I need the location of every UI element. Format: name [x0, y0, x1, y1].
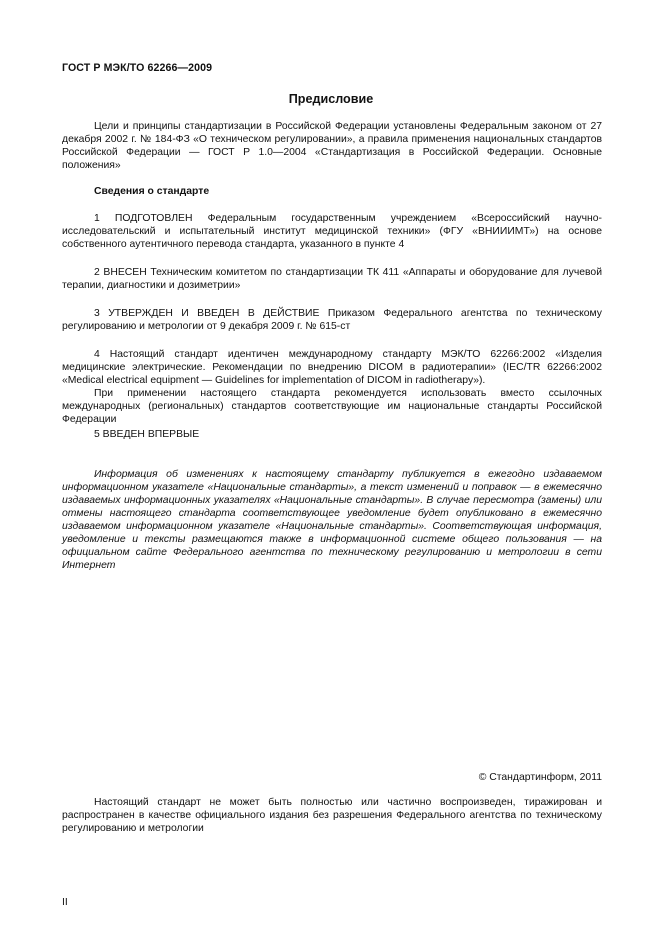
page-number: II — [62, 897, 68, 908]
item-4 — [62, 348, 602, 426]
page-title: Предисловие — [288, 92, 374, 106]
intro-text: Цели и принципы стандартизации в Российской Федерации установлены Федеральным законом от 27 декабря 2002 г. № 184-ФЗ «О техническом регулировании», а правила применения национальных стандартов Российской Федерации — ГОСТ Р 1.0—2004 «Стандартизация в Российской Федерации. Основные положения» — [62, 121, 602, 171]
item-4-text: 4 Настоящий стандарт идентичен международному стандарту МЭК/ТО 62266:2002 «Изделия медицинские электрические. Рекомендации по внедрению DICOM в радиотерапии» (IEC/TR 62266:2002 «Medical electrical equipment — Guidelines for implementation of DICOM in radiotherapy»). — [62, 349, 602, 386]
notice-text: Информация об изменениях к настоящему стандарту публикуется в ежегодно издаваемом информационном указателе «Национальные стандарты», а текст изменений и поправок — в ежемесячно издаваемых информационных указателях «Национальные стандарты». В случае пересмотра (замены) или отмены настоящего стандарта соответствующее уведомление будет опубликовано в ежемесячно издаваемом информационном указателе «Национальные стандарты». Соответствующая информация, уведомление и тексты размещаются также в информационной системе общего пользования — на официальном сайте Федерального агентства по техническому регулированию и метрологии в сети Интернет — [62, 469, 602, 571]
intro-paragraph — [62, 120, 602, 172]
item-2-text: 2 ВНЕСЕН Техническим комитетом по стандартизации ТК 411 «Аппараты и оборудование для лучевой терапии, диагностики и дозиметрии» — [62, 267, 602, 291]
copyright-line: © Стандартинформ, 2011 — [478, 772, 602, 783]
reproduction-notice — [62, 796, 602, 835]
item-1-text: 1 ПОДГОТОВЛЕН Федеральным государственным учреждением «Всероссийский научно-исследовательский и испытательный институт медицинской техники» (ФГУ «ВНИИИМТ») на основе собственного аутентичного перевода стандарта, указанного в пункте 4 — [62, 213, 602, 250]
item-1 — [62, 212, 602, 251]
item-2 — [62, 266, 602, 292]
info-heading: Сведения о стандарте — [94, 186, 210, 197]
item-5-text: 5 ВВЕДЕН ВПЕРВЫЕ — [94, 429, 200, 440]
item-3 — [62, 307, 602, 333]
document-header-code: ГОСТ Р МЭК/ТО 62266—2009 — [62, 62, 213, 74]
item-3-text: 3 УТВЕРЖДЕН И ВВЕДЕН В ДЕЙСТВИЕ Приказом Федерального агентства по техническому регулированию и метрологии от 9 декабря 2009 г. № 615-ст — [62, 308, 602, 332]
reproduction-text: Настоящий стандарт не может быть полностью или частично воспроизведен, тиражирован и распространен в качестве официального издания без разрешения Федерального агентства по техническому регулированию и метрологии — [62, 797, 602, 834]
notice-paragraph — [62, 468, 602, 572]
item-4-note: При применении настоящего стандарта рекомендуется использовать вместо ссылочных международных (региональных) стандартов соответствующие им национальные стандарты Российской Федерации — [62, 388, 602, 425]
item-5 — [62, 428, 602, 441]
